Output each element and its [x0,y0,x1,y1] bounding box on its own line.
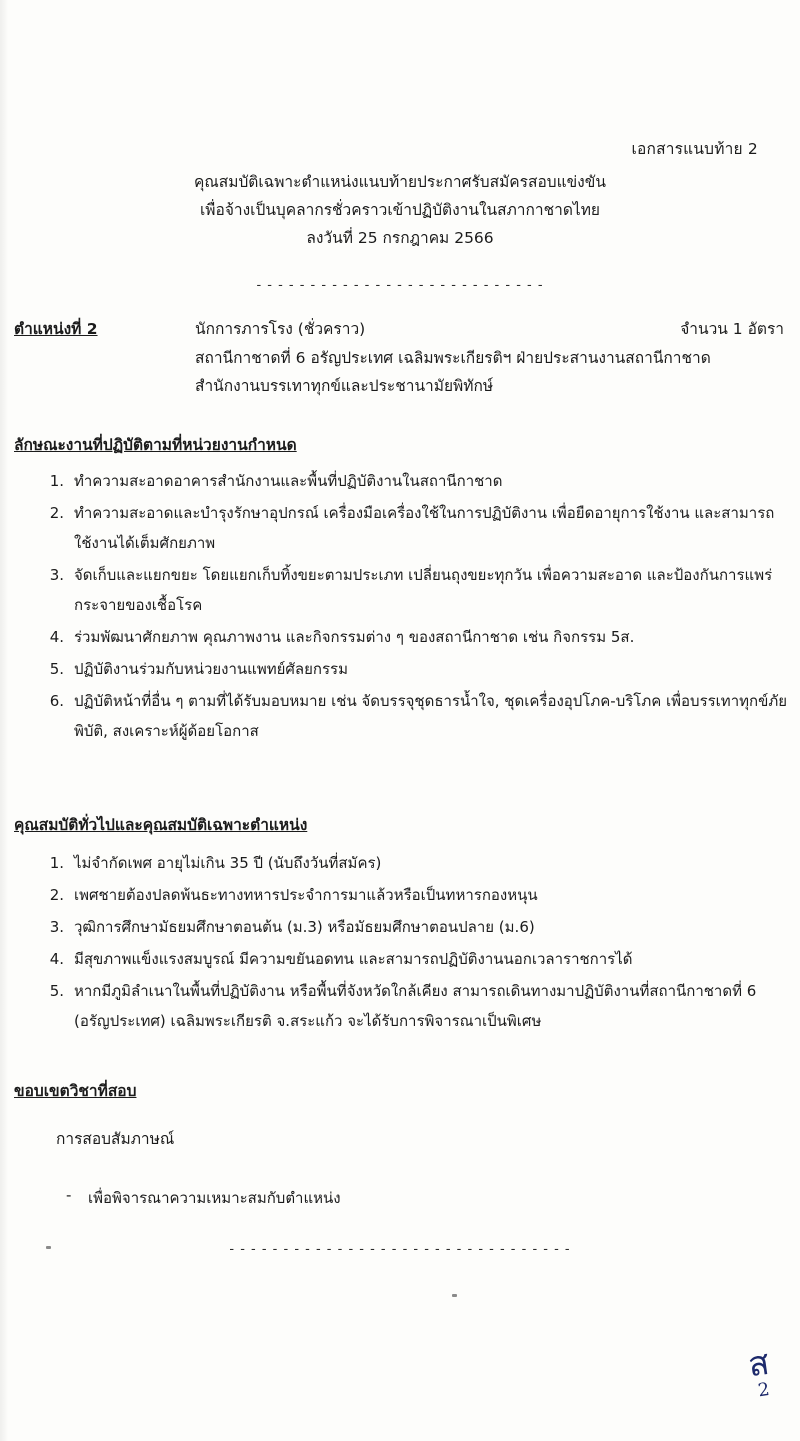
list-item-text: ทำความสะอาดอาคารสำนักงานและพื้นที่ปฏิบัติงานในสถานีกาชาด [74,472,503,490]
list-item-text: จัดเก็บและแยกขยะ โดยแยกเก็บทิ้งขยะตามประเภท เปลี่ยนถุงขยะทุกวัน เพื่อความสะอาด และป้องกันการแพร่กระจายของเชื้อโรค [74,566,773,614]
exam-item-text: เพื่อพิจารณาความเหมาะสมกับตำแหน่ง [88,1189,341,1207]
signature-sub: 2 [756,1378,772,1402]
divider-top: - - - - - - - - - - - - - - - - - - - - - - - - - - - [256,278,544,293]
list-item [26,848,790,878]
list-item [26,654,790,684]
list-item [26,880,790,910]
list-item [26,976,790,1036]
position-name: นักการภารโรง (ชั่วคราว) [195,320,366,338]
list-item-text: มีสุขภาพแข็งแรงสมบูรณ์ มีความขยันอดทน และสามารถปฏิบัติงานนอกเวลาราชการได้ [74,950,633,968]
title-line-3: ลงวันที่ 25 กรกฎาคม 2566 [306,229,494,247]
list-item-number: 1. [49,472,64,490]
title-line-1: คุณสมบัติเฉพาะตำแหน่งแนบท้ายประกาศรับสมัครสอบแข่งขัน [194,173,606,191]
list-item-text: ไม่จำกัดเพศ อายุไม่เกิน 35 ปี (นับถึงวันที่สมัคร) [74,854,382,872]
duties-list [26,466,790,748]
list-item-number: 1. [49,854,64,872]
list-item-text: หากมีภูมิลำเนาในพื้นที่ปฏิบัติงาน หรือพื้นที่จังหวัดใกล้เคียง สามารถเดินทางมาปฏิบัติงานที่สถานีกาชาดที่ 6 (อรัญประเทศ) เฉลิมพระเกียรติ จ.สระแก้ว จะได้รับการพิจารณาเป็นพิเศษ [74,982,757,1030]
position-row [14,316,784,344]
list-item-text: ทำความสะอาดและบำรุงรักษาอุปกรณ์ เครื่องมือเครื่องใช้ในการปฏิบัติงาน เพื่อยืดอายุการใช้งาน และสามารถใช้งานได้เต็มศักยภาพ [74,504,775,552]
signature-glyph: ส [745,1342,773,1386]
position-count: จำนวน 1 อัตรา [680,320,784,338]
list-item [26,686,790,746]
list-item-text: ปฏิบัติหน้าที่อื่น ๆ ตามที่ได้รับมอบหมาย เช่น จัดบรรจุชุดธารน้ำใจ, ชุดเครื่องอุปโภค-บริโภค เพื่อบรรเทาทุกข์ภัยพิบัติ, สงเคราะห์ผู้ด้อยโอกาส [74,692,788,740]
section-heading-duties: ลักษณะงานที่ปฏิบัติตามที่หน่วยงานกำหนด [14,436,297,454]
list-item-number: 5. [49,660,64,678]
list-item-text: วุฒิการศึกษามัธยมศึกษาตอนต้น (ม.3) หรือมัธยมศึกษาตอนปลาย (ม.6) [74,918,535,936]
list-item [26,560,790,620]
section-heading-exam-scope: ขอบเขตวิชาที่สอบ [14,1082,137,1100]
list-item-number: 2. [49,504,64,522]
list-item-number: 4. [49,628,64,646]
exam-item-dash: - [66,1186,72,1204]
list-item-text: ร่วมพัฒนาศักยภาพ คุณภาพงาน และกิจกรรมต่าง ๆ ของสถานีกาชาด เช่น กิจกรรม 5ส. [74,628,635,646]
list-item-number: 4. [49,950,64,968]
attachment-label: เอกสารแนบท้าย 2 [631,140,758,158]
document-title [0,168,800,252]
list-item-number: 5. [49,982,64,1000]
section-heading-qualifications: คุณสมบัติทั่วไปและคุณสมบัติเฉพาะตำแหน่ง [14,816,308,834]
position-label: ตำแหน่งที่ 2 [14,320,98,338]
list-item [26,944,790,974]
list-item [26,466,790,496]
list-item-number: 6. [49,692,64,710]
divider-bottom: - - - - - - - - - - - - - - - - - - - - - - - - - - - - - - - - [229,1242,571,1257]
title-line-2: เพื่อจ้างเป็นบุคลากรชั่วคราวเข้าปฏิบัติงานในสภากาชาดไทย [200,201,600,219]
qualifications-list [26,848,790,1038]
list-item-number: 3. [49,566,64,584]
list-item-text: ปฏิบัติงานร่วมกับหน่วยงานแพทย์ศัลยกรรม [74,660,348,678]
position-unit-line-1: สถานีกาชาดที่ 6 อรัญประเทศ เฉลิมพระเกียรติฯ ฝ่ายประสานงานสถานีกาชาด [195,349,711,367]
exam-item [66,1186,341,1210]
list-item [26,622,790,652]
list-item-text: เพศชายต้องปลดพ้นธะทางทหารประจำการมาแล้วหรือเป็นทหารกองหนุน [74,886,538,904]
list-item-number: 3. [49,918,64,936]
scan-artifact-dot [452,1294,457,1297]
list-item-number: 2. [49,886,64,904]
list-item [26,498,790,558]
position-block [14,316,784,400]
signature-mark [745,1335,775,1402]
list-item [26,912,790,942]
exam-subheading: การสอบสัมภาษณ์ [56,1130,175,1148]
position-unit-line-2: สำนักงานบรรเทาทุกข์และประชานามัยพิทักษ์ [195,377,494,395]
